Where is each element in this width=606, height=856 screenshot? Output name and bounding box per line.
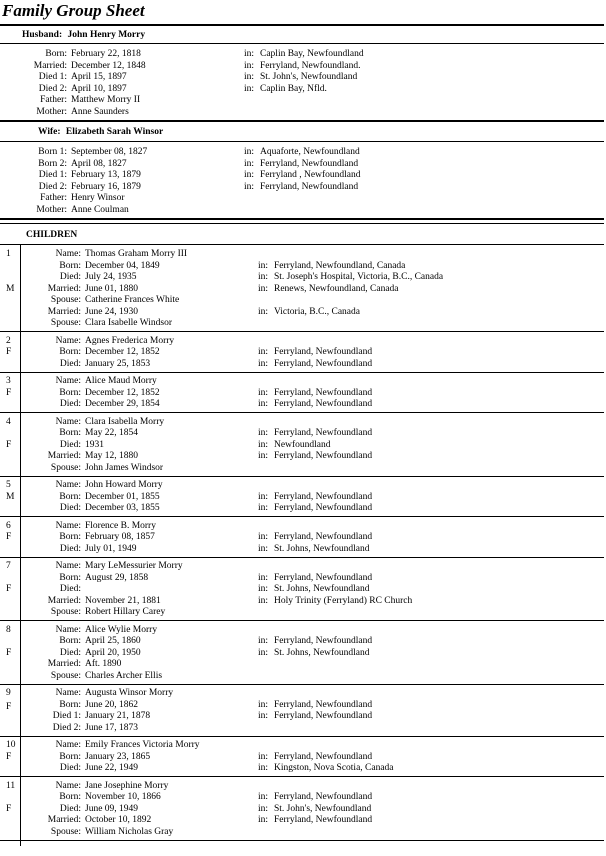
event-label: Name: xyxy=(55,780,81,791)
event-label: Died 1: xyxy=(38,72,67,82)
event-place: Ferryland, Newfoundland xyxy=(260,181,359,192)
event-row xyxy=(0,272,604,284)
event-row xyxy=(0,827,604,839)
event-value: Mary LeMessurier Morry xyxy=(85,561,183,571)
event-label: Born: xyxy=(45,49,67,59)
event-label: Spouse: xyxy=(50,318,81,328)
event-row xyxy=(0,671,604,683)
event-place: St. Johns, Newfoundland xyxy=(274,543,370,554)
event-label: Born: xyxy=(59,751,81,762)
wife-name: Elizabeth Sarah Winsor xyxy=(65,127,164,137)
event-label: Spouse: xyxy=(50,295,81,305)
event-place: Kingston, Nova Scotia, Canada xyxy=(274,763,394,773)
event-value: William Nicholas Gray xyxy=(85,826,174,837)
event-label: Died 1: xyxy=(38,170,67,180)
event-place: Ferryland, Newfoundland. xyxy=(260,60,361,71)
child-number: 1 xyxy=(6,249,11,259)
event-label: Died 1: xyxy=(52,711,81,721)
event-row xyxy=(0,205,604,217)
event-row xyxy=(0,84,604,96)
event-value: November 21, 1881 xyxy=(85,595,161,606)
event-label: Name: xyxy=(55,624,81,635)
event-value: July 24, 1935 xyxy=(85,272,137,282)
event-label: Born: xyxy=(59,491,81,502)
event-value: July 01, 1949 xyxy=(85,543,137,554)
event-value: John James Windsor xyxy=(85,462,164,473)
event-in-label: in: xyxy=(244,72,255,82)
event-label: Died: xyxy=(59,647,81,658)
event-value: June 01, 1880 xyxy=(85,283,139,294)
event-row xyxy=(0,480,604,492)
event-place: Holy Trinity (Ferryland) RC Church xyxy=(274,595,413,606)
divider xyxy=(0,776,604,777)
event-in-label: in: xyxy=(258,584,269,594)
event-label: Died: xyxy=(59,272,81,282)
event-row xyxy=(0,417,604,429)
event-label: Name: xyxy=(55,249,81,259)
event-value: Charles Archer Ellis xyxy=(85,670,163,681)
event-row xyxy=(0,49,604,61)
event-place: Ferryland , Newfoundland xyxy=(260,170,361,180)
wife-heading xyxy=(38,127,163,139)
event-place: Ferryland, Newfoundland, Canada xyxy=(274,260,406,271)
event-place: Victoria, B.C., Canada xyxy=(274,306,360,317)
event-row xyxy=(0,573,604,585)
event-row xyxy=(0,399,604,411)
event-place: St. Johns, Newfoundland xyxy=(274,584,370,594)
event-row xyxy=(0,607,604,619)
event-label: Born 2: xyxy=(38,158,67,169)
event-place: Ferryland, Newfoundland xyxy=(260,158,359,169)
event-row xyxy=(0,596,604,608)
event-label: Name: xyxy=(55,376,81,386)
event-value: October 10, 1892 xyxy=(85,815,152,825)
child-sex: F xyxy=(6,647,12,658)
divider xyxy=(0,218,604,220)
event-label: Married: xyxy=(47,451,81,461)
event-row xyxy=(0,723,604,735)
divider xyxy=(0,620,604,621)
event-value: 1931 xyxy=(85,439,104,450)
divider xyxy=(0,120,604,122)
event-row xyxy=(0,740,604,752)
event-row xyxy=(0,72,604,84)
event-place: Ferryland, Newfoundland xyxy=(274,491,373,502)
child-number: 6 xyxy=(6,520,11,531)
event-label: Born: xyxy=(59,792,81,802)
child-number: 3 xyxy=(6,376,11,386)
event-label: Died: xyxy=(59,763,81,773)
event-place: Ferryland, Newfoundland xyxy=(274,532,373,542)
event-place: Ferryland, Newfoundland xyxy=(274,428,373,438)
event-place: Caplin Bay, Nfld. xyxy=(260,83,327,94)
event-label: Died: xyxy=(59,503,81,513)
event-place: Renews, Newfoundland, Canada xyxy=(274,283,399,294)
event-label: Name: xyxy=(55,561,81,571)
event-label: Died: xyxy=(59,584,81,594)
event-row xyxy=(0,170,604,182)
event-row xyxy=(0,376,604,388)
event-in-label: in: xyxy=(244,49,255,59)
event-in-label: in: xyxy=(258,439,269,450)
divider xyxy=(0,516,604,517)
event-place: St. Joseph's Hospital, Victoria, B.C., Canada xyxy=(274,272,444,282)
event-in-label: in: xyxy=(258,543,269,554)
event-label: Died 2: xyxy=(38,83,67,94)
event-value: Florence B. Morry xyxy=(85,520,156,531)
child-number: 10 xyxy=(6,740,16,750)
event-label: Name: xyxy=(55,335,81,346)
event-label: Spouse: xyxy=(50,826,81,837)
event-value: February 08, 1857 xyxy=(85,532,155,542)
event-in-label: in: xyxy=(258,711,269,721)
event-in-label: in: xyxy=(258,451,269,461)
event-value: December 12, 1852 xyxy=(85,347,160,357)
event-row xyxy=(0,503,604,515)
divider xyxy=(0,372,604,373)
event-value: January 21, 1878 xyxy=(85,711,151,721)
event-in-label: in: xyxy=(258,815,269,825)
event-value: December 04, 1849 xyxy=(85,260,160,271)
event-row xyxy=(0,544,604,556)
event-value: Clara Isabelle Windsor xyxy=(85,318,173,328)
event-row xyxy=(0,284,604,296)
child-sex: F xyxy=(6,387,12,398)
child-sex: F xyxy=(6,751,12,762)
event-row xyxy=(0,804,604,816)
event-value: January 25, 1853 xyxy=(85,358,151,369)
event-row xyxy=(0,95,604,107)
event-label: Name: xyxy=(55,688,81,698)
event-in-label: in: xyxy=(258,803,269,814)
event-row xyxy=(0,147,604,159)
event-place: Ferryland, Newfoundland xyxy=(274,751,373,762)
event-row xyxy=(0,688,604,700)
event-value: June 17, 1873 xyxy=(85,722,139,733)
event-place: Aquaforte, Newfoundland xyxy=(260,147,360,157)
divider xyxy=(0,331,604,332)
event-label: Spouse: xyxy=(50,462,81,473)
event-value: Augusta Winsor Morry xyxy=(85,688,174,698)
child-sex: F xyxy=(6,347,12,357)
child-sex: F xyxy=(6,532,12,542)
event-place: St. Johns, Newfoundland xyxy=(274,647,370,658)
event-place: Ferryland, Newfoundland xyxy=(274,792,373,802)
event-in-label: in: xyxy=(258,532,269,542)
event-value: December 12, 1848 xyxy=(71,60,146,71)
event-value: February 22, 1818 xyxy=(71,49,141,59)
event-row xyxy=(0,318,604,330)
event-place: Ferryland, Newfoundland xyxy=(274,815,373,825)
divider xyxy=(0,244,604,245)
divider xyxy=(0,223,604,224)
event-value: December 01, 1855 xyxy=(85,491,160,502)
event-row xyxy=(0,428,604,440)
event-label: Married: xyxy=(47,306,81,317)
child-sex: M xyxy=(6,283,15,294)
event-value: December 03, 1855 xyxy=(85,503,160,513)
event-value: Agnes Frederica Morry xyxy=(85,335,175,346)
event-label: Name: xyxy=(55,416,81,427)
event-place: Ferryland, Newfoundland xyxy=(274,399,373,409)
event-in-label: in: xyxy=(258,358,269,369)
event-label: Married: xyxy=(47,815,81,825)
husband-name: John Henry Morry xyxy=(67,30,146,40)
event-row xyxy=(0,295,604,307)
event-value: Anne Saunders xyxy=(71,106,129,117)
children-heading: CHILDREN xyxy=(26,230,78,240)
event-place: Ferryland, Newfoundland xyxy=(274,572,373,583)
event-value: Thomas Graham Morry III xyxy=(85,249,188,259)
event-value: Catherine Frances White xyxy=(85,295,180,305)
divider xyxy=(0,736,604,737)
event-value: June 20, 1862 xyxy=(85,699,139,710)
event-in-label: in: xyxy=(258,260,269,271)
event-value: Clara Isabella Morry xyxy=(85,416,165,427)
event-label: Married: xyxy=(47,659,81,669)
event-place: Ferryland, Newfoundland xyxy=(274,503,373,513)
child-number: 11 xyxy=(6,780,16,791)
event-row xyxy=(0,359,604,371)
event-value: Jane Josephine Morry xyxy=(85,780,169,791)
event-value: Emily Frances Victoria Morry xyxy=(85,740,200,750)
event-row xyxy=(0,107,604,119)
event-row xyxy=(0,261,604,273)
event-in-label: in: xyxy=(244,170,255,180)
event-label: Born: xyxy=(59,572,81,583)
event-in-label: in: xyxy=(258,491,269,502)
event-in-label: in: xyxy=(258,572,269,583)
husband-heading-label: Husband: xyxy=(22,30,63,40)
event-label: Father: xyxy=(40,193,67,203)
event-row xyxy=(0,815,604,827)
event-value: May 22, 1854 xyxy=(85,428,139,438)
event-place: Ferryland, Newfoundland xyxy=(274,347,373,357)
event-place: Ferryland, Newfoundland xyxy=(274,451,373,461)
event-label: Spouse: xyxy=(50,607,81,617)
event-row xyxy=(0,249,604,261)
event-row xyxy=(0,440,604,452)
page-title: Family Group Sheet xyxy=(2,1,145,20)
event-label: Born: xyxy=(59,428,81,438)
divider xyxy=(0,43,604,44)
event-row xyxy=(0,388,604,400)
event-row xyxy=(0,532,604,544)
event-row xyxy=(0,792,604,804)
event-label: Mother: xyxy=(36,204,67,215)
child-sex: F xyxy=(6,701,12,712)
event-in-label: in: xyxy=(244,181,255,192)
event-value: April 15, 1897 xyxy=(71,72,127,82)
event-label: Married: xyxy=(47,283,81,294)
child-sex: F xyxy=(6,439,12,450)
event-label: Died 2: xyxy=(38,181,67,192)
event-value: Alice Maud Morry xyxy=(85,376,157,386)
event-row xyxy=(0,659,604,671)
event-label: Born: xyxy=(59,260,81,271)
event-value: June 09, 1949 xyxy=(85,803,139,814)
event-row xyxy=(0,159,604,171)
event-in-label: in: xyxy=(244,60,255,71)
event-value: Aft. 1890 xyxy=(85,659,122,669)
event-row xyxy=(0,182,604,194)
event-label: Born: xyxy=(59,347,81,357)
event-place: Caplin Bay, Newfoundland xyxy=(260,49,364,59)
event-value: Anne Coulman xyxy=(71,204,129,215)
event-label: Born: xyxy=(59,532,81,542)
event-label: Name: xyxy=(55,740,81,750)
event-place: Ferryland, Newfoundland xyxy=(274,636,373,646)
event-value: April 20, 1950 xyxy=(85,647,141,658)
event-label: Born: xyxy=(59,387,81,398)
divider xyxy=(0,557,604,558)
event-row xyxy=(0,463,604,475)
child-number: 2 xyxy=(6,335,11,346)
child-number: 9 xyxy=(6,688,11,698)
event-row xyxy=(0,451,604,463)
divider xyxy=(0,840,604,841)
event-label: Died: xyxy=(59,439,81,450)
event-label: Married: xyxy=(47,595,81,606)
event-row xyxy=(0,336,604,348)
event-row xyxy=(0,648,604,660)
event-row xyxy=(0,307,604,319)
event-label: Name: xyxy=(55,520,81,531)
event-in-label: in: xyxy=(258,751,269,762)
event-in-label: in: xyxy=(258,699,269,710)
event-in-label: in: xyxy=(258,636,269,646)
child-number: 4 xyxy=(6,416,11,427)
event-label: Mother: xyxy=(36,106,67,117)
event-value: February 13, 1879 xyxy=(71,170,141,180)
event-row xyxy=(0,711,604,723)
event-value: Henry Winsor xyxy=(71,193,125,203)
child-sex: F xyxy=(6,584,12,594)
event-row xyxy=(0,492,604,504)
event-place: St. John's, Newfoundland xyxy=(274,803,372,814)
event-label: Died: xyxy=(59,399,81,409)
event-value: December 29, 1854 xyxy=(85,399,160,409)
event-value: April 25, 1860 xyxy=(85,636,141,646)
event-row xyxy=(0,561,604,573)
event-value: September 08, 1827 xyxy=(71,147,148,157)
event-value: November 10, 1866 xyxy=(85,792,161,802)
event-label: Died: xyxy=(59,803,81,814)
event-row xyxy=(0,752,604,764)
event-row xyxy=(0,763,604,775)
child-number: 8 xyxy=(6,624,11,635)
child-number: 5 xyxy=(6,480,11,490)
event-in-label: in: xyxy=(258,763,269,773)
child-number: 7 xyxy=(6,561,11,571)
event-in-label: in: xyxy=(258,347,269,357)
event-value: June 24, 1930 xyxy=(85,306,139,317)
event-label: Spouse: xyxy=(50,670,81,681)
event-in-label: in: xyxy=(258,306,269,317)
divider xyxy=(0,412,604,413)
event-place: Ferryland, Newfoundland xyxy=(274,699,373,710)
event-value: May 12, 1880 xyxy=(85,451,139,461)
divider xyxy=(0,684,604,685)
event-label: Married: xyxy=(33,60,67,71)
event-value: Alice Wylie Morry xyxy=(85,624,158,635)
event-value: January 23, 1865 xyxy=(85,751,151,762)
event-in-label: in: xyxy=(258,283,269,294)
child-sex: M xyxy=(6,491,15,502)
divider xyxy=(0,24,604,26)
event-in-label: in: xyxy=(258,428,269,438)
event-value: Robert Hillary Carey xyxy=(85,607,166,617)
event-row xyxy=(0,193,604,205)
event-place: Ferryland, Newfoundland xyxy=(274,711,373,721)
event-row xyxy=(0,636,604,648)
event-place: Newfoundland xyxy=(274,439,331,450)
event-in-label: in: xyxy=(244,158,255,169)
event-label: Born: xyxy=(59,699,81,710)
event-row xyxy=(0,781,604,793)
event-row xyxy=(0,700,604,712)
event-value: June 22, 1949 xyxy=(85,763,139,773)
event-row xyxy=(0,521,604,533)
event-row xyxy=(0,347,604,359)
event-row xyxy=(0,584,604,596)
husband-heading xyxy=(22,30,145,42)
event-value: December 12, 1852 xyxy=(85,387,160,398)
event-in-label: in: xyxy=(258,272,269,282)
event-in-label: in: xyxy=(244,147,255,157)
event-label: Died: xyxy=(59,358,81,369)
wife-heading-label: Wife: xyxy=(38,127,61,137)
divider xyxy=(0,476,604,477)
event-value: April 08, 1827 xyxy=(71,158,127,169)
event-label: Born 1: xyxy=(38,147,67,157)
event-value: February 16, 1879 xyxy=(71,181,141,192)
divider xyxy=(0,141,604,142)
event-place: Ferryland, Newfoundland xyxy=(274,358,373,369)
event-in-label: in: xyxy=(258,387,269,398)
event-value: John Howard Morry xyxy=(85,480,163,490)
event-in-label: in: xyxy=(258,503,269,513)
event-value: April 10, 1897 xyxy=(71,83,127,94)
event-label: Name: xyxy=(55,480,81,490)
event-in-label: in: xyxy=(258,595,269,606)
child-sex: F xyxy=(6,803,12,814)
event-place: Ferryland, Newfoundland xyxy=(274,387,373,398)
event-row xyxy=(0,61,604,73)
event-row xyxy=(0,625,604,637)
event-in-label: in: xyxy=(258,399,269,409)
event-value: August 29, 1858 xyxy=(85,572,149,583)
event-value: Matthew Morry II xyxy=(71,95,141,105)
event-place: St. John's, Newfoundland xyxy=(260,72,358,82)
event-label: Born: xyxy=(59,636,81,646)
event-label: Father: xyxy=(40,95,67,105)
event-in-label: in: xyxy=(244,83,255,94)
event-label: Died: xyxy=(59,543,81,554)
event-label: Died 2: xyxy=(52,722,81,733)
event-in-label: in: xyxy=(258,647,269,658)
event-in-label: in: xyxy=(258,792,269,802)
